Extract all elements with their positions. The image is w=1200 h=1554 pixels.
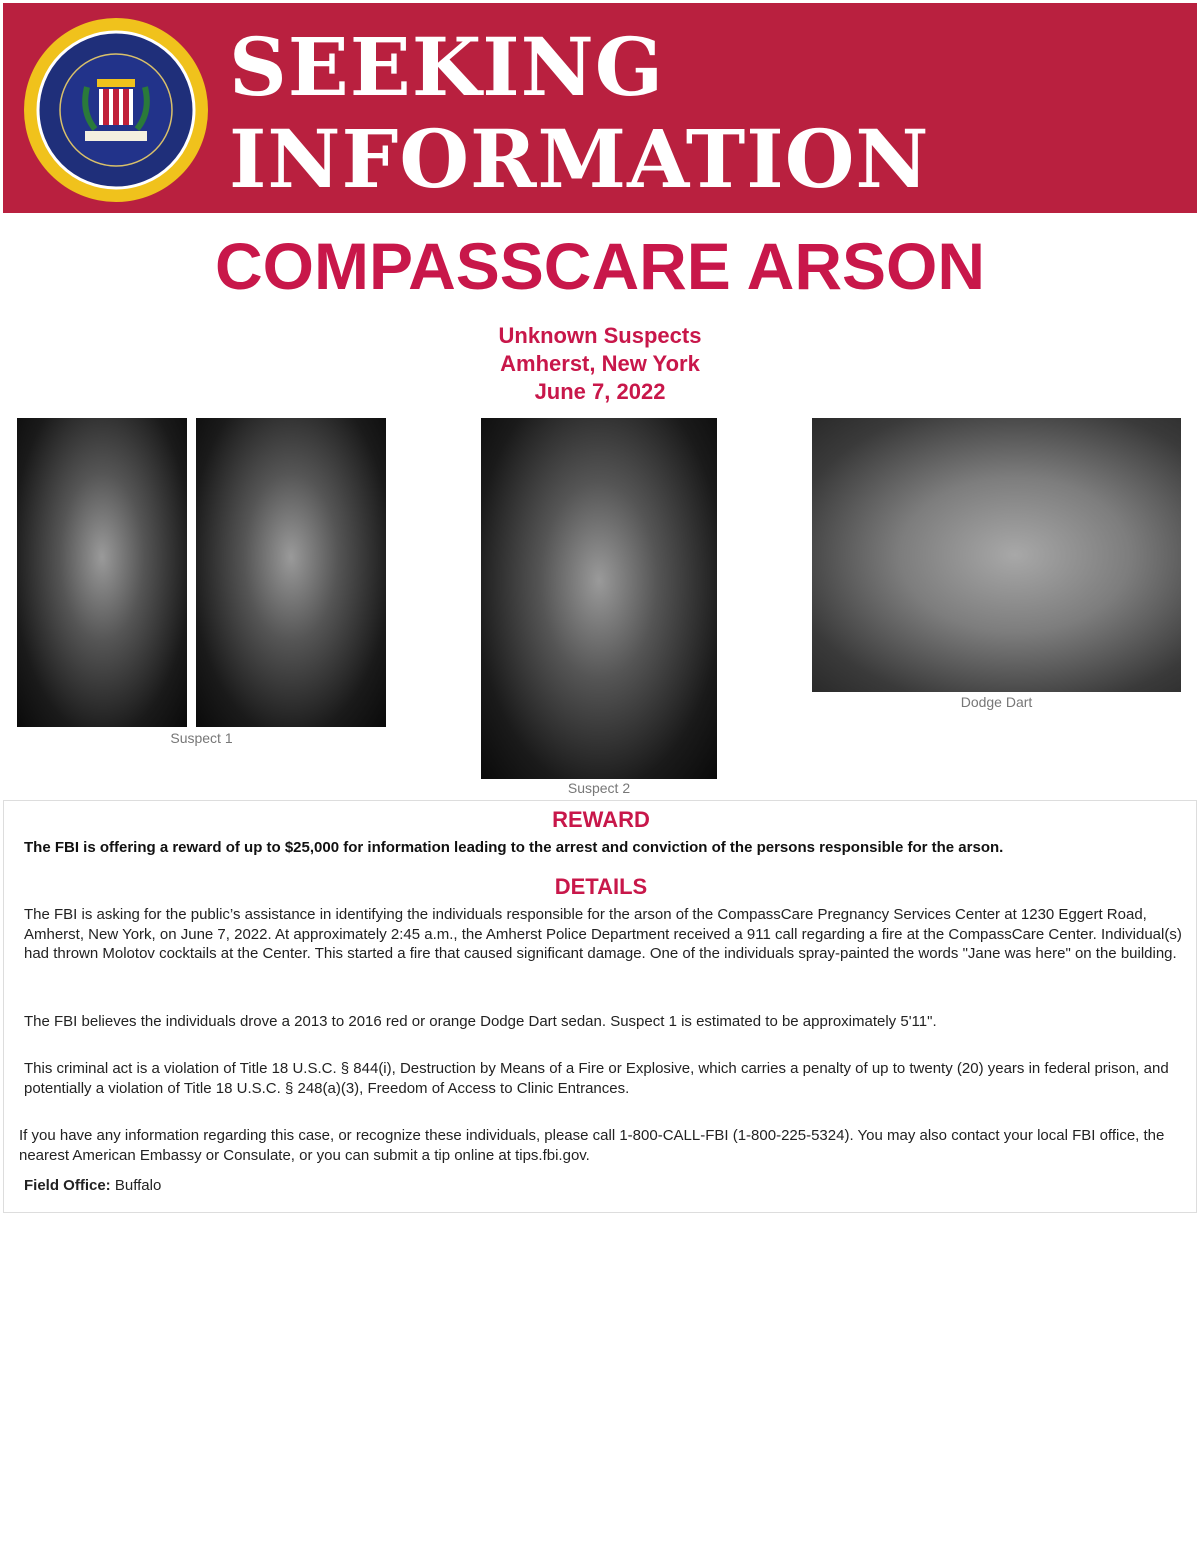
- banner-line-2: INFORMATION: [229, 112, 930, 206]
- subtitle-location: Amherst, New York: [500, 351, 700, 376]
- details-heading: DETAILS: [554, 874, 648, 899]
- field-office-value: Buffalo: [114, 1177, 162, 1194]
- suspect-1-photo-front: [17, 418, 187, 727]
- subtitle-suspects: Unknown Suspects: [498, 323, 702, 348]
- subtitle: [0, 322, 1200, 406]
- subtitle-date: June 7, 2022: [534, 379, 666, 404]
- suspect-2-caption: Suspect 2: [567, 780, 631, 796]
- fbi-seal-icon: [23, 17, 209, 203]
- banner-line-1: SEEKING: [229, 20, 665, 114]
- details-paragraph-2: The FBI believes the individuals drove a 2013 to 2016 red or orange Dodge Dart sedan. Suspect 1 is estimated to be approximately 5'11".: [24, 1013, 937, 1030]
- field-office-label: Field Office:: [24, 1177, 111, 1194]
- suspect-1-caption: Suspect 1: [170, 730, 233, 746]
- field-office: [24, 1176, 1184, 1196]
- car-caption: Dodge Dart: [960, 694, 1033, 710]
- details-paragraph-1: The FBI is asking for the public’s assistance in identifying the individuals responsible for the arson of the CompassCare Pregnancy Services Center at 1230 Eggert Road, Amherst, New York, on June 7, 2022. At approximately 2:45 a.m., the Amherst Police Department received a 911 call regarding a fire at the CompassCare Center. Individual(s) had thrown Molotov cocktails at the Center. This started a fire that caused significant damage. One of the individuals spray-painted the words "Jane was here" on the building.: [24, 906, 1182, 962]
- suspect-2-photo: [481, 418, 717, 779]
- reward-text: The FBI is offering a reward of up to $25,000 for information leading to the arrest and conviction of the persons responsible for the arson.: [24, 839, 1004, 856]
- contact-paragraph: If you have any information regarding this case, or recognize these individuals, please call 1-800-CALL-FBI (1-800-225-5324). You may also contact your local FBI office, the nearest American Embassy or Consulate, or you can submit a tip online at tips.fbi.gov.: [19, 1127, 1165, 1164]
- details-paragraph-3: This criminal act is a violation of Title 18 U.S.C. § 844(i), Destruction by Means of a Fire or Explosive, which carries a penalty of up to twenty (20) years in federal prison, and potentially a violation of Title 18 U.S.C. § 248(a)(3), Freedom of Access to Clinic Entrances.: [24, 1060, 1169, 1097]
- reward-heading: REWARD: [552, 807, 650, 832]
- suspect-1-photo-back: [196, 418, 386, 727]
- case-title: COMPASSCARE ARSON: [214, 229, 986, 303]
- header-banner: [3, 3, 1197, 213]
- dodge-dart-photo: [812, 418, 1181, 692]
- info-box: [3, 800, 1197, 1213]
